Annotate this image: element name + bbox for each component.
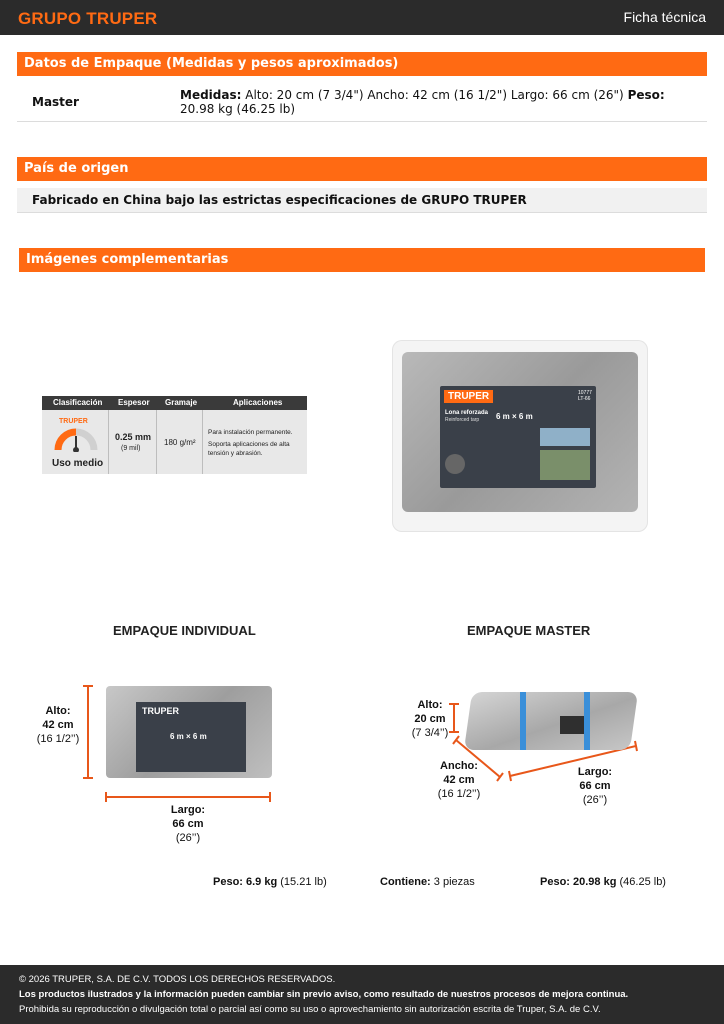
medidas-label: Medidas: bbox=[180, 88, 242, 102]
individual-largo-cm: 66 cm bbox=[172, 818, 204, 830]
individual-alto-label: Alto: bbox=[45, 705, 71, 717]
peso-value: 20.98 kg (46.25 lb) bbox=[180, 102, 296, 116]
spec-classification: Uso medio bbox=[52, 458, 104, 469]
spec-header-grammage: Gramaje bbox=[165, 398, 198, 407]
document-type: Ficha técnica bbox=[623, 9, 706, 25]
master-ancho-cm: 42 cm bbox=[443, 774, 475, 786]
spec-header-applications: Aplicaciones bbox=[233, 398, 283, 407]
master-alto-cm: 20 cm bbox=[414, 713, 446, 725]
master-package-photo bbox=[464, 692, 638, 750]
master-alto-label: Alto: bbox=[417, 699, 443, 711]
spec-header-thickness: Espesor bbox=[118, 398, 150, 407]
packaging-row-label: Master bbox=[32, 95, 79, 109]
label-name-en: Reinforced tarp bbox=[445, 417, 480, 423]
master-contains-value: 3 piezas bbox=[433, 876, 475, 888]
spec-applications-1: Para instalación permanente. bbox=[208, 429, 293, 436]
label-name: Lona reforzada bbox=[445, 410, 489, 416]
master-label-sticker bbox=[560, 716, 584, 734]
individual-largo bbox=[158, 803, 218, 845]
master-package-title: EMPAQUE MASTER bbox=[467, 623, 591, 638]
label-brand: TRUPER bbox=[444, 390, 493, 403]
master-largo-in: (26’’) bbox=[582, 794, 608, 806]
master-ancho-label: Ancho: bbox=[440, 760, 478, 772]
spec-grammage: 180 g/m² bbox=[164, 438, 196, 447]
individual-package-label bbox=[136, 702, 246, 772]
medidas-value: Alto: 20 cm (7 3/4") Ancho: 42 cm (16 1/2") Largo: 66 cm (26") bbox=[241, 88, 628, 102]
master-ancho bbox=[436, 759, 482, 801]
spec-applications-2: Soporta aplicaciones de alta tensión y abrasión. bbox=[208, 441, 290, 457]
footer-legal: Prohibida su reproducción o divulgación total o parcial así como su uso o aprovechamiento sin autorización escrita de Truper, S.A. de C.V. bbox=[19, 1004, 601, 1015]
footer-copyright: © 2026 TRUPER, S.A. DE C.V. TODOS LOS DERECHOS RESERVADOS. bbox=[19, 974, 336, 985]
individual-label-size: 6 m × 6 m bbox=[170, 732, 207, 741]
master-largo bbox=[570, 765, 620, 807]
spec-brand: TRUPER bbox=[59, 418, 88, 425]
spec-thickness-sub: (9 mil) bbox=[121, 445, 141, 452]
individual-weight bbox=[213, 875, 327, 889]
images-section-title: Imágenes complementarias bbox=[19, 248, 705, 272]
master-alto bbox=[408, 698, 452, 740]
master-ancho-in: (16 1/2’’) bbox=[437, 788, 481, 800]
individual-alto-cm: 42 cm bbox=[42, 719, 74, 731]
origin-section-title: País de origen bbox=[17, 157, 707, 181]
master-contains-label: Contiene: bbox=[380, 876, 431, 888]
individual-label-brand: TRUPER bbox=[142, 706, 180, 716]
individual-largo-label: Largo: bbox=[170, 804, 206, 816]
master-weight-lb: (46.25 lb) bbox=[619, 876, 666, 888]
master-strap bbox=[520, 692, 526, 750]
brand-logo: GRUPO TRUPER bbox=[18, 9, 158, 28]
individual-weight-label: Peso: 6.9 kg bbox=[213, 876, 278, 888]
label-model: LT-66 bbox=[578, 396, 591, 402]
spec-header-classification: Clasificación bbox=[53, 398, 103, 407]
master-largo-cm: 66 cm bbox=[579, 780, 611, 792]
master-largo-label: Largo: bbox=[577, 766, 613, 778]
spec-thickness: 0.25 mm bbox=[115, 432, 152, 442]
footer-notice: Los productos ilustrados y la información pueden cambiar sin previo aviso, como resultado de nuestros procesos de mejora continua. bbox=[19, 989, 629, 1000]
label-code: 10777 bbox=[578, 390, 592, 396]
individual-largo-in: (26’’) bbox=[175, 832, 201, 844]
master-strap bbox=[584, 692, 590, 750]
individual-package-title: EMPAQUE INDIVIDUAL bbox=[113, 623, 256, 638]
individual-alto bbox=[36, 704, 80, 746]
label-size: 6 m × 6 m bbox=[496, 412, 533, 421]
master-contains bbox=[380, 875, 475, 889]
footer bbox=[0, 965, 724, 1024]
individual-alto-in: (16 1/2’’) bbox=[36, 733, 80, 745]
origin-text: Fabricado en China bajo las estrictas especificaciones de GRUPO TRUPER bbox=[32, 193, 527, 207]
master-weight bbox=[540, 875, 666, 889]
master-alto-in: (7 3/4’’) bbox=[411, 727, 449, 739]
peso-label: Peso: bbox=[627, 88, 665, 102]
master-weight-label: Peso: 20.98 kg bbox=[540, 876, 617, 888]
individual-weight-lb: (15.21 lb) bbox=[280, 876, 327, 888]
packaging-section-title: Datos de Empaque (Medidas y pesos aproximados) bbox=[17, 52, 707, 76]
